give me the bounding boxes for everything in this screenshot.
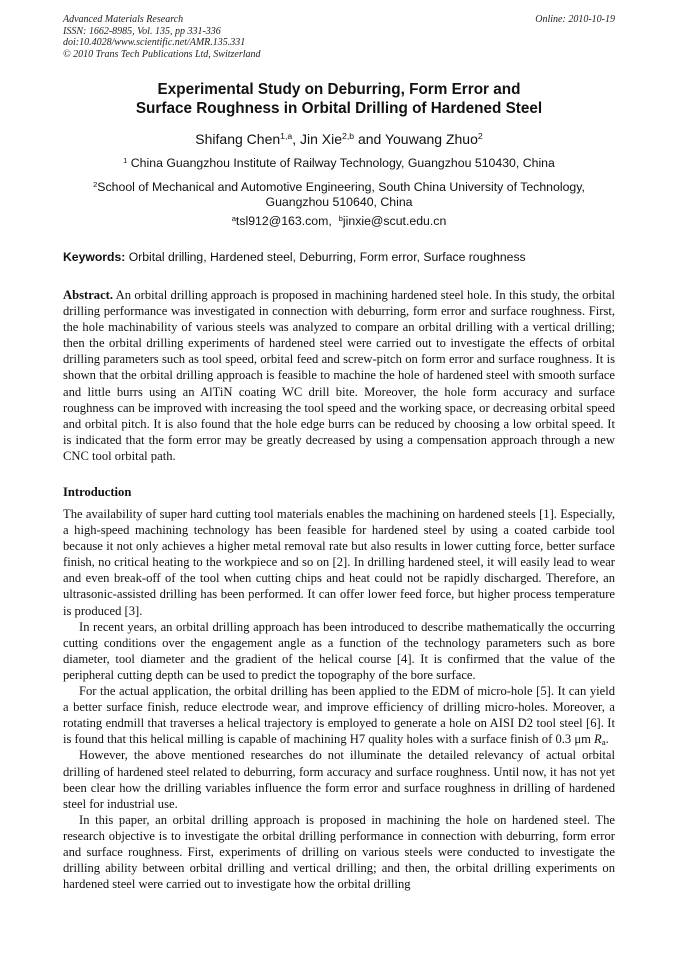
keywords-text: Orbital drilling, Hardened steel, Deburring, Form error, Surface roughness: [125, 250, 526, 264]
email-a-marker: a: [231, 213, 236, 223]
email-b-marker: b: [338, 213, 343, 223]
paper-title: [40, 80, 638, 118]
paragraph: [63, 683, 615, 747]
section-heading-introduction: Introduction: [63, 485, 132, 499]
author-2: Jin Xie: [299, 131, 343, 147]
doi-line: doi:10.4028/www.scientific.net/AMR.135.331: [63, 37, 246, 48]
affiliation-2-line-1: School of Mechanical and Automotive Engineering, South China University of Technology,: [97, 180, 585, 194]
affiliation-2-line-2: Guangzhou 510640, China: [265, 195, 413, 209]
author-3: Youwang Zhuo: [384, 131, 478, 147]
author-separator: ,: [292, 131, 300, 147]
affiliation-1-marker: 1: [123, 155, 128, 165]
paragraph: The availability of super hard cutting tool materials enables the machining on hardened steels [1]. Especially, a high-speed machining technology has been feasible for hardened steel by using a coated carbide tool because it not only achieves a higher metal removal rate but also results in lower cutting force, better surface finish, no critical heating to the workpiece and so on [2]. In drilling hardened steel, it will easily lead to wear and even break-off of the tool when cutting chips and heat could not be rapidly discharged. Therefore, an ultrasonic-assisted drilling has been performed. It can offer lower feed force, but higher process temperature is produced [3].: [63, 507, 615, 618]
journal-name: Advanced Materials Research: [63, 14, 184, 25]
author-1-marker: 1,a: [280, 131, 293, 142]
author-separator: and: [354, 131, 385, 147]
paragraph-end: .: [605, 732, 609, 747]
affiliation-2-marker: 2: [93, 179, 98, 189]
title-line-2: Surface Roughness in Orbital Drilling of Hardened Steel: [135, 100, 543, 117]
keywords-label: Keywords:: [63, 250, 126, 264]
abstract-label: Abstract.: [63, 288, 114, 302]
email-line: [70, 214, 608, 229]
ra-subscript: a: [601, 737, 606, 748]
issn-line: ISSN: 1662-8985, Vol. 135, pp 331-336: [63, 25, 221, 37]
author-list: [40, 130, 638, 148]
keywords: [63, 250, 615, 265]
introduction-body: [63, 506, 615, 892]
affiliation-1-text: China Guangzhou Institute of Railway Technology, Guangzhou 510430, China: [127, 156, 555, 170]
affiliation-1: [70, 156, 608, 171]
copyright-line: © 2010 Trans Tech Publications Ltd, Switzerland: [63, 48, 261, 60]
paragraph-text: For the actual application, the orbital drilling has been applied to the EDM of micro-hole [5]. It can yield a better surface finish, reduce electrode wear, and improve efficiency of drilling micro-holes. Moreover, a rotating endmill that traverses a helical trajectory is employed to generate a hole on AISI D2 tool steel [6]. It is found that this helical milling is capable of machining H7 quality holes with a surface finish of 0.3 μm: [63, 684, 615, 747]
abstract-text: An orbital drilling approach is proposed in machining hardened steel hole. In this study, the orbital drilling performance was investigated in connection with deburring, form error and surface roughness. First, the hole machinability of various steels was analyzed to compare an orbital drilling with a vertical drilling; then the orbital drilling experiments of hardened steel were carried out to investigate the effects of orbital drilling parameters such as tool speed, orbital feed and screw-pitch on form error and surface roughness. It is shown that the orbital drilling approach is feasible to machine the hole of hardened steel with smooth surface and little burrs using an AlTiN coating WC drill bite. Moreover, the hole form accuracy and surface roughness can be improved with increasing the tool speed and the working space, or decreasing orbital speed and orbital pitch. It is also found that the hole edge burrs can be reduced by choosing a low orbital speed. It is indicated that the form error may be greatly decreased by using a compensation approach through a new CNC tool orbital path.: [63, 288, 615, 463]
paragraph: In recent years, an orbital drilling approach has been introduced to describe mathematically the occurring cutting conditions over the engagement angle as a function of the technology parameters such as bore diameter, tool diameter and the gradient of the helical course [4]. It is confirmed that the value of the peripheral cutting depth can be used to predict the topography of the bore surface.: [63, 619, 615, 682]
online-date: Online: 2010-10-19: [535, 14, 615, 25]
title-line-1: Experimental Study on Deburring, Form Error and: [157, 81, 521, 98]
email-b: jinxie@scut.edu.cn: [342, 214, 447, 228]
author-1: Shifang Chen: [195, 131, 281, 147]
ra-symbol: R: [594, 732, 602, 747]
author-2-marker: 2,b: [342, 131, 355, 142]
journal-header: [63, 14, 615, 60]
email-a: tsl912@163.com,: [235, 214, 332, 228]
affiliation-2: [70, 180, 608, 210]
abstract: [63, 287, 615, 464]
author-3-marker: 2: [477, 131, 483, 142]
paragraph: In this paper, an orbital drilling approach is proposed in machining the hole on hardened steel. The research objective is to investigate the orbital drilling performance in connection with deburring, form error and surface roughness. First, experiments of drilling on various steels were conducted to investigate the drilling ability between orbital drilling and vertical drilling; and then, the orbital drilling experiments on hardened steel were carried out to investigate how the orbital drilling: [63, 812, 615, 892]
paragraph: However, the above mentioned researches do not illuminate the detailed relevancy of actual orbital drilling of hardened steel related to deburring, form accuracy and surface roughness. Until now, it has not yet been clear how the drilling variables influence the form error and surface roughness in drilling of hardened steel for industrial use.: [63, 748, 615, 811]
